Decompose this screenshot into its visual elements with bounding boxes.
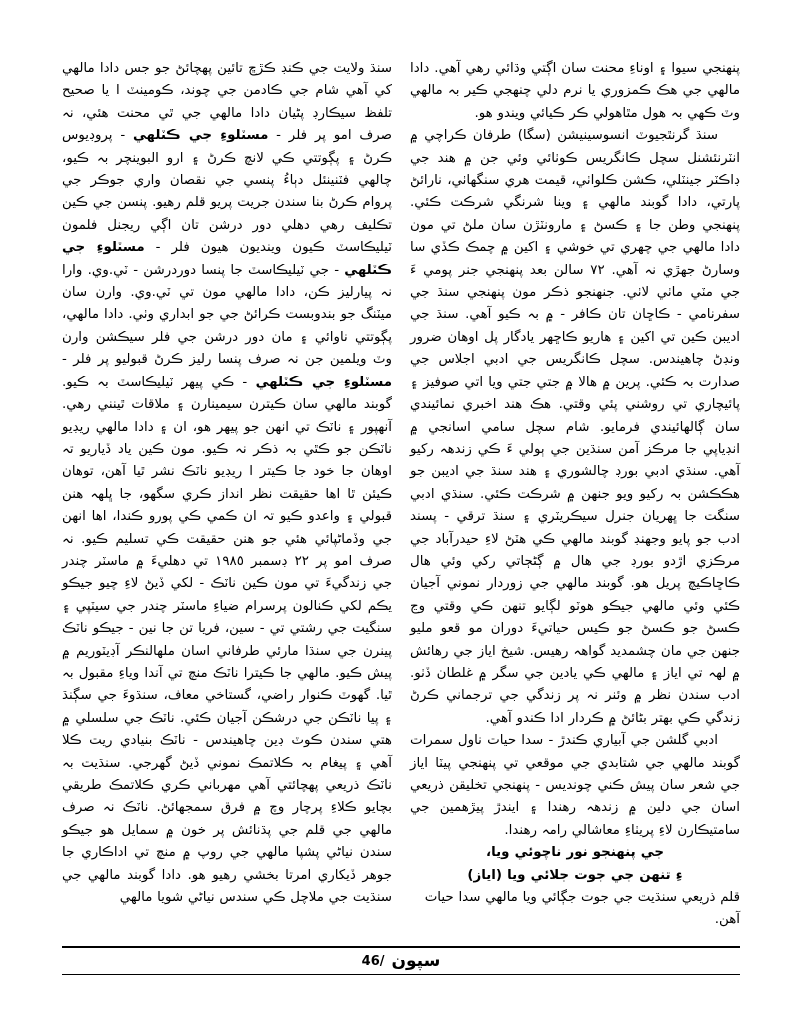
text-run: سنڌ ولايت جي ڪنڊ ڪڙڇ تائين پهچائڻ جو جس دادا مالهي کي آهي شام جي ڪادمن جي چوند، ڪومينٽ ا يا صحيح تلفظ سيڪارڊ پڻيان دادا مالهي جي ٿي محنت هئي، نہ صرف امو پر فلر - xyxy=(62,61,392,144)
text-run-bold: مسٽلوءِ جي ڪٽلهي xyxy=(62,240,392,278)
footer-rule-bottom xyxy=(62,974,740,975)
paragraph-left-1 xyxy=(410,58,740,125)
text-run: ادبي گلشن جي آبياري ڪندڙ - سدا حيات ناول سمرات گوبند مالهي جي شتابدي جي موقعي تي پنهنجي پيٽا اياز جي شعر سان پيش ڪني چونديس - پنهنجي تخليقن ذريعي اسان جي دلين ۾ زندهہ رهندا ۽ ايندڙ پيڙهمين جي سامتيڪارن لاءِ پريٺاءِ معاشالي رامہ رهندا. xyxy=(410,733,740,838)
footer-publication-title: سپون xyxy=(391,951,441,971)
footer-page-number: 46/ xyxy=(361,953,385,969)
paragraph-left-3 xyxy=(410,730,740,842)
text-run-bold: مسٽلوءِ جي ڪٽلهي xyxy=(255,374,393,390)
text-run: - پروڊيوس ڪرڻ ۽ پڳوتتي ڪي لانچ ڪرڻ ۽ ارو البوينچر بہ ڪيو، چالهي فٽنينئل دٻاءُ پنسي جي نقصان واري جوڪر جي پروام ڪرڻ بنا سندن جريت پريو قلم رهيو. پنسن جي ڪين تڪليف رهي دهلي دور درشن تان اڳي ريجنل فلمون ٽيليڪاسٽ ڪيون وينديون هيون فلر - xyxy=(62,128,393,256)
text-run-bold: مسٽلوءِ جي ڪٽلهي xyxy=(132,128,269,144)
text-run: - ڪي پيهر ٽيليڪاسٽ بہ ڪيو. گوبند مالهي سان ڪيترن سيمينارن ۽ ملاقات ٿينني رهي. آنهپور ۽ ناٽڪ تي انهن جو پيهر هو، ان ۽ دادا مالهي ريڊيو ناٽڪن جو ڪٿي بہ ذڪر نہ ڪيو. مون ڪين ياد ڏياريو تہ اوهان جا خود جا ڪيتر ا ريڊيو ناٽڪ نشر ٿيا آهن، توهان ڪيئن ٿا اها حقيقت نظر انداز ڪري سگهو، جا ڀلهہ هنن قبولي ۽ واعدو ڪيو تہ ان ڪمي ڪي پورو ڪندا، اها انهن جي وڏماڻپائي هئي جو هنن حقيقت ڪي تسليم ڪيو. نہ صرف امو پر ٢٢ ڊسمبر ١٩٨٥ تي دهليءَ ۾ ماسٽر چندر جي زندگيءَ تي مون ڪين ناٽڪ - لکي ڏيڻ لاءِ چيو جيڪو يڪم لکي ڪنالون پرسرام ضياءِ ماسٽر چندر جي سيٽپي ۽ سنگيت جي رشتي تي - سين، فريا تن جا نين - جيڪو ناٽڪ پينرن جي سنڌا مارئي طرفاني اسان ملهالنڪر آڊيٽوريم ۾ پيش ڪيو. مالهي جا ڪيترا ناٽڪ منچ تي آندا وياءِ مقبول بہ ٿيا. گهوٽ ڪنوار راضي، گستاخي معاف، سنڌوءَ جي سڳنڌ ۽ پيا ناٽڪن جي درشڪن آجيان ڪئي. ناٽڪ جي سلسلي ۾ هتي سندن ڪوٽ ڊين چاهيندس - ناٽڪ بنيادي ريت ڪلا آهي ۽ پيغام بہ ڪلاتمڪ نموني ڏيڻ گهرجي. سنڌيت بہ ناٽڪ ذريعي پهچائتي آهي مهرباني ڪري ڪلاتمڪ طريقي بچايو ڪلاءِ پرچار وچ ۾ فرق سمجهائڻ. ناٽڪ نہ صرف مالهي جي قلم جي پڌنائش پر خون ۾ سمايل هو جيڪو سندن نياڻي پشپا مالهي جي روپ ۾ منچ تي اداڪاري جا جوهر ڏيکاري امرتا بخشي رهيو هو. دادا گوبند مالهي جي سنڌيت جي ملاچل ڪي سندس نياڻي شويا مالهي xyxy=(62,374,392,906)
two-column-body xyxy=(62,58,740,928)
paragraph-right-1 xyxy=(62,58,392,909)
column-right xyxy=(62,58,392,928)
text-run: سنڌ گرنٿجيوٽ انسوسينيشن (سگا) طرفان ڪراچي ۾ انٽرنئشنل سچل ڪانگريس ڪوٺائي وئي جن ۾ هند جي ڊاڪٽر جينٽلي، ڪشن ڪلواٺي، قيمت هري سنگهاٺي، نارائڻ پارتي، دادا گوبند مالهي ۽ وينا شرنگي شرڪت ڪئي. پنهنجي وطن جا ۽ ڪسڻ ۽ مارونٽڙن سان ملڻ تي مون دادا مالهي جي چهري تي خوشي ۽ اکين ۾ چمڪ ڪڏي سا وسارڻ جهڙي نہ آهي. ٧٢ سالن بعد پنهنجي جنر پومي ءَ جي مٽي ماٺي لاٺي. جنهنجو ذڪر مون پنهنجي سنڌ جي سفرنامي - ڪاڇان تان ڪافر - ۾ بہ ڪيو آهي. سنڌ جي اديبن ڪين تي اکين ۽ هاريو ڪاڇهر يادگار پل اوهان ضرور ونڊڻ چاهيندس. سچل ڪانگريس جي ادبي اجلاس جي صدارت بہ ڪئي. پرين ۾ هالا ۾ جتي جتي ويا اتي صوفيز ۽ پائيچاري تي روشني پئي وقتي. هڪ هند اخبري نمائيندي سان ڳالهائيندي فرمايو. شام سچل سامي اسانجي ۾ انڊياپي جا مرڪز آمن سنڌين جي ٻولي ءَ ڪي زندهہ رکيو آهي. سنڌي ادبي بورڊ چالشوري ۽ هند سنڌ جي اديبن جو هڪڪشن بہ رکيو ويو جنهن ۾ شرڪت ڪئي. سنڌي ادبي سنگت جا ڀهريان جنرل سيڪريٽري ۽ سنڌ ترقي - پسند ادب جو پايو وجهنڊ گوبند مالهي ڪي هٽڻ لاءِ حيدرآباد جي مرڪزي اڙدو بورڊ جي هال ۾ ڳڻڄاتي رکي وئي هال ڪاڇاڪيچ پريل هو. گوبند مالهي جي زوردار نموني آجيان ڪئي وئي مالهي جيڪو هوٽو لڳايو تنهن ڪي وقتي وڃ ڪسڻ جو ڪسڻ جو ڪيس حياتيءَ دوران مو قعو مليو جنهن جي مان چشمديد گواهہ رهيس. شيخ اياز جي رهائش ۾ لهہ تي اياز ۽ مالهي ڪي يادين جي سگر ۾ غلطان ڏٺو. ادب سندن نظر ۾ وئنر نہ پر زندگي جي ترجماني ڪرڻ زندگي ڪي بهتر بڻائڻ ۾ ڪردار ادا ڪندو آهي. xyxy=(410,128,740,726)
text-run: - جي ٽيليڪاسٽ جا پنسا دوردرشن - ٽي.وي. وارا نہ پيارليز ڪن، دادا مالهي مون تي ٽي.وي. وارن سان ميٽنگ جو بندوبست ڪرائڻ جي جو ابداري وٺي. دادا مالهي، پڳوتتي ناوائي ۽ مان دور درشن جي فلر سيڪشن وارن وٽ ويلمين جن نہ صرف پنسا رليز ڪرڻ قبوليو پر فلر - xyxy=(62,262,392,368)
column-left xyxy=(410,58,740,928)
page-footer xyxy=(62,946,740,975)
footer-content xyxy=(62,948,740,974)
page-content-area xyxy=(62,58,740,928)
text-run: پنهنجي سيوا ۽ اوناءِ محنت سان اڳتي وڌائي رهي آهي. دادا مالهي جي هڪ ڪمزوري يا نرم دلي چنهجي ڪير بہ مالهي وٽ ڪهي بہ هول مٿاهولي ڪر ڪيائي ويندو هو. xyxy=(410,61,740,121)
verse-line-2: ءِ تنهن جي جوت جلائي ويا (اياز) xyxy=(467,867,683,883)
verse-line-1: جي پنهنجو نور ناچوئي ويا، xyxy=(486,845,664,861)
closing-line: قلم ذريعي سنڌيت جي جوت جڳائي ويا مالهي سدا حيات آهن. xyxy=(424,890,740,928)
paragraph-left-2 xyxy=(410,125,740,730)
